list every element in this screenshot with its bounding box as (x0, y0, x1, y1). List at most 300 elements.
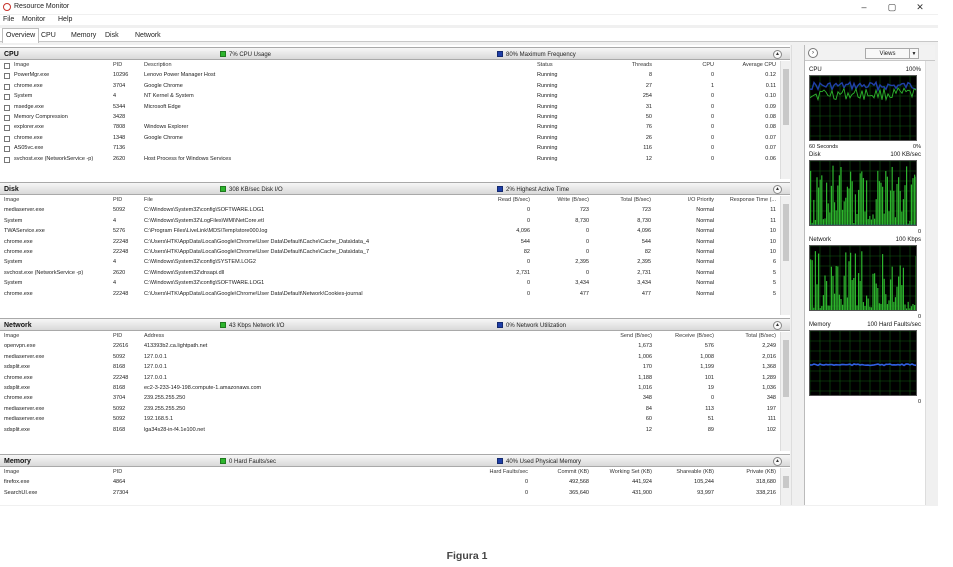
network-table-cell: 102 (766, 426, 776, 433)
cpu-table-row[interactable] (0, 71, 778, 81)
graph-activity-bar (820, 308, 821, 311)
graph-activity-bar (821, 175, 822, 226)
network-table-cell: 239.255.255.250 (144, 395, 186, 402)
graph-activity-bar (888, 211, 889, 226)
row-checkbox[interactable] (4, 115, 10, 121)
disk-table-cell: Normal (696, 290, 714, 297)
menu-help[interactable]: Help (58, 16, 73, 23)
memory-column-header[interactable]: Shareable (KB) (676, 469, 714, 475)
menu-monitor[interactable]: Monitor (22, 16, 46, 23)
graph-activity-bar (863, 302, 864, 311)
graph-activity-bar (832, 166, 833, 226)
graphs-scrollbar[interactable] (925, 61, 935, 505)
disk-table-cell: 2620 (113, 269, 126, 276)
network-table-cell: 89 (707, 426, 714, 433)
network-column-header[interactable]: Image (4, 333, 20, 339)
cpu-column-header[interactable]: Status (537, 62, 553, 68)
memory-scrollbar-thumb[interactable] (783, 476, 789, 488)
network-table-cell: 413393b2.ca.lightpath.net (144, 343, 208, 350)
graph-activity-bar (900, 265, 901, 311)
graph-activity-bar (861, 171, 862, 226)
graph-memory (809, 330, 917, 396)
disk-table-cell: 11 (770, 217, 776, 224)
memory-table-cell: 365,640 (569, 489, 589, 496)
cpu-table-header (0, 61, 778, 71)
network-table-cell: mediaserver.exe (4, 353, 45, 360)
disk-table-cell: 2,395 (575, 259, 589, 266)
network-collapse-chevron-up-icon[interactable]: ▲ (773, 321, 782, 330)
disk-table-cell: 2,395 (637, 259, 651, 266)
tab-cpu[interactable]: CPU (41, 32, 56, 39)
graph-min: 0 (917, 229, 921, 235)
cpu-table-cell: 8 (648, 72, 652, 79)
memory-column-header[interactable]: Commit (KB) (557, 469, 589, 475)
disk-table-row[interactable] (0, 206, 778, 216)
graph-activity-bar (845, 252, 846, 311)
graph-activity-bar (906, 308, 907, 311)
disk-table-cell: 0 (526, 280, 530, 287)
network-section-header[interactable] (0, 318, 790, 331)
graph-activity-bar (847, 297, 848, 311)
disk-collapse-chevron-up-icon[interactable]: ▲ (773, 185, 782, 194)
cpu-table-cell: 1 (710, 82, 714, 89)
graph-activity-bar (901, 212, 902, 226)
cpu-table-cell: System (14, 93, 33, 100)
graph-name: Memory (809, 322, 831, 328)
memory-table-row[interactable] (0, 478, 778, 488)
network-column-header[interactable]: Total (B/sec) (745, 333, 776, 339)
disk-table-cell: 477 (641, 290, 651, 297)
network-table-cell: 0 (710, 395, 714, 402)
network-table-scrollbar[interactable] (780, 332, 790, 451)
row-checkbox[interactable] (4, 146, 10, 152)
disk-table-row[interactable] (0, 238, 778, 248)
network-table-cell: 84 (645, 405, 652, 412)
disk-table-cell: 4,096 (637, 228, 651, 235)
disk-table-row[interactable] (0, 248, 778, 258)
network-table-row[interactable] (0, 384, 778, 394)
network-table-row[interactable] (0, 342, 778, 352)
graph-activity-bar (866, 296, 867, 311)
disk-table-cell: System (4, 280, 23, 287)
memory-table-cell: 93,997 (697, 489, 714, 496)
graph-activity-bar (856, 214, 857, 226)
graph-activity-bar (864, 212, 865, 226)
memory-column-header[interactable]: Hard Faults/sec (489, 469, 528, 475)
cpu-table-scrollbar[interactable] (780, 61, 790, 179)
blue-square-icon (497, 186, 503, 192)
network-table-cell: openvpn.exe (4, 343, 36, 350)
disk-table-row[interactable] (0, 217, 778, 227)
cpu-table-cell: 76 (645, 124, 652, 131)
network-table-row[interactable] (0, 363, 778, 373)
network-table-cell: chrome.exe (4, 374, 33, 381)
graph-activity-bar (895, 297, 896, 311)
row-checkbox[interactable] (4, 105, 10, 111)
graph-title-disk (809, 152, 921, 158)
cpu-scrollbar-thumb[interactable] (783, 69, 789, 125)
cpu-section (0, 47, 790, 179)
network-table-cell: sdsplit.exe (4, 385, 30, 391)
cpu-table-cell: 12 (645, 155, 652, 162)
graph-min: 0% (913, 144, 921, 150)
tab-bar (0, 28, 938, 42)
graph-activity-bar (871, 220, 872, 226)
graph-activity-bar (820, 180, 821, 226)
network-scrollbar-thumb[interactable] (783, 340, 789, 397)
graph-network (809, 245, 917, 311)
disk-table-row[interactable] (0, 227, 778, 237)
network-table-cell: 22616 (113, 343, 129, 350)
minimize-button[interactable]: – (861, 2, 867, 12)
network-table-cell: 1,008 (700, 353, 714, 360)
overview-panel (0, 45, 790, 505)
graph-activity-bar (829, 212, 830, 226)
graph-activity-bar (916, 256, 917, 311)
memory-table-cell: 492,568 (569, 479, 589, 486)
network-table-cell: 111 (767, 416, 776, 423)
network-table-cell: 22248 (113, 374, 129, 381)
graph-activity-bar (818, 254, 819, 311)
disk-table-cell: C:\Windows\System32\config\SOFTWARE.LOG1 (144, 207, 265, 214)
memory-collapse-chevron-up-icon[interactable]: ▲ (773, 457, 782, 466)
cpu-collapse-chevron-up-icon[interactable]: ▲ (773, 50, 782, 59)
cpu-column-header[interactable]: Description (144, 62, 172, 68)
maximize-button[interactable]: ▢ (887, 2, 897, 12)
disk-table-cell: 544 (520, 238, 530, 245)
cpu-indicator-primary (220, 51, 271, 58)
graph-activity-bar (860, 173, 861, 226)
graph-activity-bar (880, 183, 881, 226)
network-table-cell: 127.0.0.1 (144, 364, 167, 371)
graph-activity-bar (818, 187, 819, 226)
network-table-cell: 1,188 (638, 374, 652, 381)
disk-table-cell: 723 (641, 207, 651, 214)
cpu-table-cell: 50 (645, 114, 652, 120)
network-table-cell: sdsplit.exe (4, 364, 30, 371)
memory-indicator-primary-text: 0 Hard Faults/sec (229, 459, 277, 465)
cpu-table-cell: 0.10 (765, 93, 776, 100)
cpu-table-cell: 3704 (113, 82, 126, 89)
close-button[interactable]: ✕ (916, 2, 924, 12)
graph-title-cpu (809, 67, 921, 73)
row-checkbox[interactable] (4, 136, 10, 142)
disk-column-header[interactable]: Response Time (... (729, 197, 776, 203)
cpu-table-row[interactable] (0, 123, 778, 133)
green-square-icon (220, 186, 226, 192)
cpu-table-cell: Running (537, 93, 558, 100)
graph-activity-bar (874, 273, 875, 311)
graph-activity-bar (828, 203, 829, 226)
graph-name: Disk (809, 152, 821, 158)
cpu-indicator-primary-text: 7% CPU Usage (229, 52, 272, 58)
memory-table-row[interactable] (0, 489, 778, 499)
cpu-table-cell: Running (537, 103, 558, 110)
memory-table-cell: 318,680 (756, 479, 776, 486)
disk-table-cell: 3,434 (575, 280, 589, 287)
disk-table-cell: mediaserver.exe (4, 207, 45, 214)
cpu-column-header[interactable]: Image (14, 62, 30, 68)
network-table-cell: 239.255.255.250 (144, 405, 186, 412)
cpu-table-row[interactable] (0, 92, 778, 102)
select-all-checkbox[interactable] (4, 63, 10, 69)
figure-caption: Figura 1 (446, 550, 488, 562)
cpu-table-cell: Running (537, 134, 558, 141)
memory-section-header[interactable] (0, 454, 790, 467)
cpu-table-row[interactable] (0, 82, 778, 92)
graph-activity-bar (831, 186, 832, 226)
disk-table-cell: 0 (526, 290, 530, 297)
network-table-row[interactable] (0, 405, 778, 415)
graph-activity-bar (912, 178, 913, 226)
cpu-table-cell: msedge.exe (14, 103, 44, 110)
green-square-icon (220, 51, 226, 57)
memory-table-cell: 338,216 (756, 489, 776, 496)
cpu-table-row[interactable] (0, 103, 778, 113)
disk-table-cell: 4 (113, 280, 117, 287)
graph-activity-bar (909, 221, 910, 226)
row-checkbox[interactable] (4, 157, 10, 163)
graph-activity-bar (887, 304, 888, 311)
cpu-table-row[interactable] (0, 144, 778, 154)
graph-activity-bar (839, 175, 840, 226)
network-table-cell: mediaserver.exe (4, 416, 45, 423)
network-table-cell: 2,016 (762, 353, 776, 360)
disk-table-cell: 8,730 (575, 217, 589, 224)
network-table-cell: 5092 (113, 416, 126, 423)
disk-scrollbar-thumb[interactable] (783, 204, 789, 261)
disk-column-header[interactable]: Write (B/sec) (557, 197, 589, 203)
cpu-indicator-secondary (497, 51, 576, 58)
disk-table-cell: C:\Windows\System32\LogFiles\WMI\NetCore.etl (144, 217, 264, 224)
memory-table-scrollbar[interactable] (780, 468, 790, 505)
cpu-section-header[interactable] (0, 47, 790, 60)
graph-activity-bar (898, 177, 899, 226)
tab-network[interactable]: Network (135, 32, 161, 39)
memory-indicator-secondary (497, 458, 581, 465)
graph-activity-bar (815, 220, 816, 226)
disk-indicator-secondary (497, 186, 569, 193)
tab-disk[interactable]: Disk (105, 32, 119, 39)
memory-table-cell: 27304 (113, 489, 129, 496)
graph-activity-bar (871, 307, 872, 311)
memory-column-header[interactable]: Private (KB) (746, 469, 776, 475)
memory-table-cell: 0 (524, 479, 528, 486)
graph-activity-bar (856, 305, 857, 311)
disk-column-header[interactable]: I/O Priority (688, 197, 714, 203)
graph-activity-bar (877, 171, 878, 226)
network-table-cell: 101 (704, 374, 714, 381)
disk-table-cell: 82 (523, 249, 530, 255)
graph-activity-bar (869, 307, 870, 311)
memory-column-header[interactable]: Working Set (KB) (609, 469, 652, 475)
graph-activity-bar (885, 294, 886, 311)
disk-table-cell: 5 (772, 269, 776, 276)
graph-activity-bar (901, 285, 902, 311)
network-table-cell: 113 (705, 405, 714, 412)
graph-activity-bar (903, 268, 904, 311)
disk-column-header[interactable]: Read (B/sec) (497, 197, 530, 203)
network-indicator-primary (220, 322, 284, 329)
cpu-table-cell: Memory Compression (14, 114, 68, 120)
network-column-header[interactable]: Address (144, 333, 165, 339)
row-checkbox[interactable] (4, 125, 10, 131)
cpu-table-cell: 10296 (113, 72, 129, 79)
disk-table-cell: 6 (772, 259, 776, 266)
network-column-header[interactable]: Receive (B/sec) (675, 333, 714, 339)
memory-table-cell: 0 (524, 489, 528, 496)
graph-activity-bar (852, 181, 853, 226)
row-checkbox[interactable] (4, 94, 10, 100)
graph-activity-bar (844, 276, 845, 311)
menu-file[interactable]: File (3, 16, 15, 23)
disk-table-cell: svchost.exe (NetworkService -p) (4, 269, 84, 276)
graph-activity-bar (864, 306, 865, 311)
row-checkbox[interactable] (4, 84, 10, 90)
network-table-cell: chrome.exe (4, 395, 33, 402)
graph-activity-bar (816, 177, 817, 226)
cpu-table-cell: 0.07 (765, 145, 776, 152)
tab-memory[interactable]: Memory (71, 32, 97, 39)
disk-table-cell: 0 (526, 259, 530, 266)
network-table-cell: 8168 (113, 364, 126, 371)
disk-table-cell: 4 (113, 217, 117, 224)
memory-indicator-primary (220, 458, 276, 465)
collapse-graphs-button[interactable]: › (808, 48, 818, 58)
disk-table-row[interactable] (0, 269, 778, 279)
graph-activity-bar (815, 251, 816, 311)
cpu-table-cell: 0 (710, 155, 714, 162)
graph-activity-bar (895, 217, 896, 226)
graph-activity-bar (896, 184, 897, 226)
graph-activity-bar (855, 253, 856, 311)
disk-table-scrollbar[interactable] (780, 196, 790, 315)
graph-activity-bar (839, 295, 840, 311)
graphs-toolbar (805, 45, 935, 61)
graph-activity-bar (912, 304, 913, 311)
graph-activity-bar (876, 199, 877, 226)
disk-column-header[interactable]: Image (4, 197, 20, 203)
graph-activity-bar (848, 188, 849, 226)
graph-activity-bar (812, 260, 813, 311)
memory-column-header[interactable]: PID (113, 469, 123, 475)
cpu-table-cell: 0 (710, 114, 714, 120)
network-table-row[interactable] (0, 415, 778, 425)
cpu-table-row[interactable] (0, 155, 778, 165)
cpu-table-cell: 5344 (113, 103, 126, 110)
graph-activity-bar (898, 277, 899, 311)
tab-overview[interactable]: Overview (2, 28, 39, 43)
views-button[interactable]: Views (865, 48, 910, 59)
disk-table-cell: System (4, 217, 23, 224)
cpu-table-cell: Microsoft Edge (144, 103, 181, 110)
graph-activity-bar (840, 299, 841, 311)
graph-activity-bar (909, 308, 910, 311)
disk-section-header[interactable] (0, 182, 790, 195)
cpu-table-row[interactable] (0, 134, 778, 144)
disk-table-row[interactable] (0, 258, 778, 268)
overview-scrollbar[interactable] (791, 45, 801, 505)
network-table-cell: 60 (645, 416, 652, 423)
disk-table-cell: 5 (772, 290, 776, 297)
cpu-table-cell: 0.06 (765, 155, 776, 162)
cpu-table-cell: 0 (710, 124, 714, 131)
disk-section-title: Disk (4, 186, 19, 193)
network-table-row[interactable] (0, 353, 778, 363)
disk-table-cell: Normal (696, 269, 714, 276)
memory-column-header[interactable]: Image (4, 469, 20, 475)
disk-column-header[interactable]: Total (B/sec) (620, 197, 651, 203)
disk-column-header[interactable]: File (144, 197, 153, 203)
cpu-table-cell: 2620 (113, 155, 126, 162)
graph-activity-bar (842, 210, 843, 226)
disk-column-header[interactable]: PID (113, 197, 123, 203)
row-checkbox[interactable] (4, 73, 10, 79)
graph-activity-bar (892, 267, 893, 311)
graph-activity-bar (872, 274, 873, 311)
cpu-column-header[interactable]: Average CPU (742, 62, 776, 68)
disk-table-cell: 4 (113, 259, 117, 266)
disk-table-cell: 0 (526, 217, 530, 224)
graph-activity-bar (906, 166, 907, 226)
disk-table-header (0, 196, 778, 206)
cpu-section-title: CPU (4, 51, 19, 58)
window-title: Resource Monitor (14, 3, 70, 10)
graph-canvas (810, 246, 917, 311)
network-table-cell: 19 (707, 385, 714, 391)
disk-table-cell: Normal (696, 217, 714, 224)
views-dropdown-icon[interactable]: ▼ (909, 48, 919, 59)
graph-title-network (809, 237, 921, 243)
blue-square-icon (497, 51, 503, 57)
network-column-header[interactable]: PID (113, 333, 123, 339)
graph-activity-bar (893, 302, 894, 311)
cpu-table-cell: NT Kernel & System (144, 93, 194, 100)
graph-activity-bar (858, 190, 859, 226)
network-table-cell: 1,036 (762, 385, 776, 391)
disk-table-cell: chrome.exe (4, 290, 33, 297)
network-table-row[interactable] (0, 426, 778, 436)
disk-indicator-secondary-text: 2% Highest Active Time (506, 187, 570, 193)
network-table-cell: 127.0.0.1 (144, 374, 167, 381)
disk-table-cell: 10 (769, 228, 776, 235)
network-table-cell: 1,199 (700, 364, 714, 371)
graph-title-memory (809, 322, 921, 328)
network-table-cell: 348 (642, 395, 652, 402)
cpu-table-row[interactable] (0, 113, 778, 123)
graph-cpu (809, 75, 917, 141)
cpu-column-header[interactable]: CPU (702, 62, 714, 68)
graph-activity-bar (832, 276, 833, 311)
network-table-cell: sdsplit.exe (4, 426, 30, 433)
blue-square-icon (497, 322, 503, 328)
graph-activity-bar (884, 214, 885, 226)
cpu-column-header[interactable]: Threads (631, 62, 652, 68)
network-column-header[interactable]: Send (B/sec) (620, 333, 652, 339)
disk-table-cell: 10 (769, 249, 776, 255)
graph-activity-bar (850, 253, 851, 311)
graph-activity-bar (908, 302, 909, 311)
network-table-row[interactable] (0, 374, 778, 384)
network-table-row[interactable] (0, 394, 778, 404)
cpu-column-header[interactable]: PID (113, 62, 123, 68)
graph-activity-bar (844, 201, 845, 226)
disk-table-row[interactable] (0, 279, 778, 289)
graph-activity-bar (860, 281, 861, 311)
disk-table-row[interactable] (0, 290, 778, 300)
graph-activity-bar (858, 273, 859, 311)
cpu-table-cell: AS05vc.exe (14, 145, 44, 152)
